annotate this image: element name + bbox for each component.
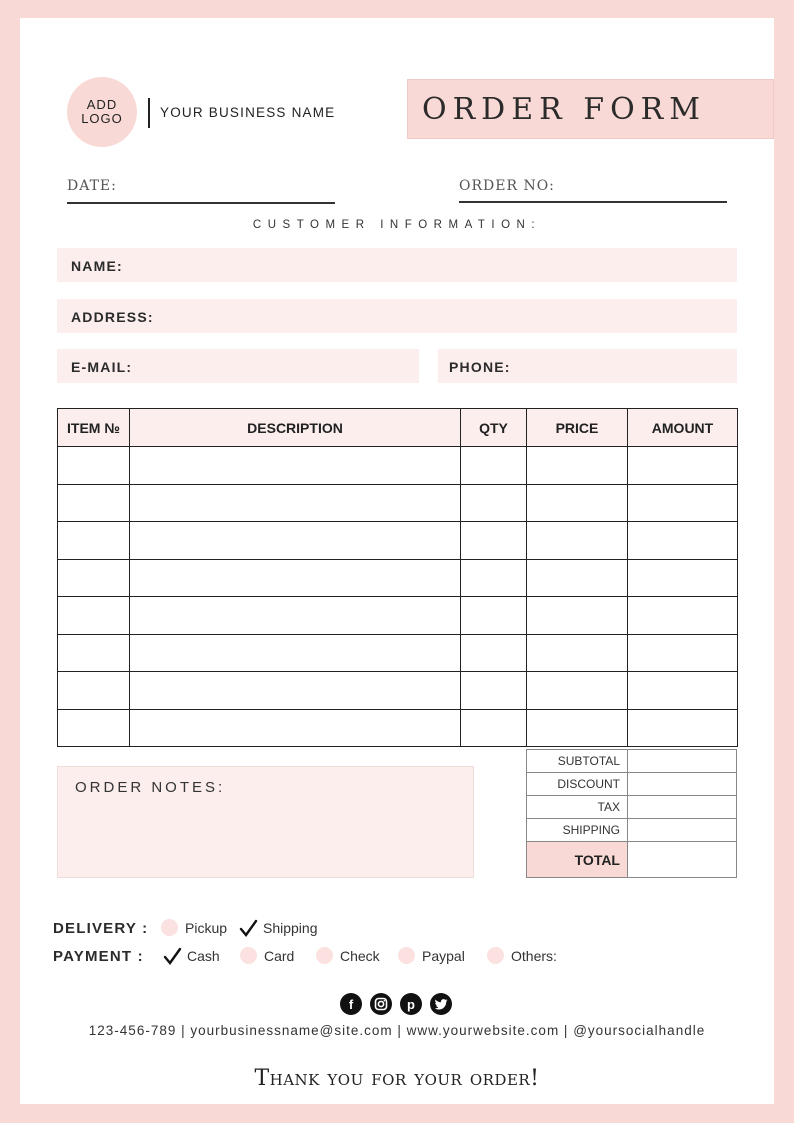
subtotal-value-cell[interactable]	[628, 750, 737, 773]
order-no-label: ORDER NO:	[459, 178, 555, 194]
cell-description[interactable]	[130, 709, 461, 747]
col-header-item-no: ITEM №	[58, 409, 130, 447]
option-label: Others:	[511, 947, 557, 964]
checkmark-icon	[163, 947, 180, 964]
subtotal-label: SUBTOTAL	[527, 750, 628, 773]
totals-table	[526, 749, 737, 878]
radio-dot-icon	[240, 947, 257, 964]
total-value-cell[interactable]	[628, 842, 737, 878]
cell-description[interactable]	[130, 484, 461, 522]
logo-divider	[148, 98, 150, 128]
items-body	[58, 447, 738, 747]
business-name: YOUR BUSINESS NAME	[160, 105, 336, 120]
table-row	[58, 597, 738, 635]
radio-dot-icon	[398, 947, 415, 964]
subtotal-row	[527, 750, 737, 773]
cell-price[interactable]	[527, 559, 628, 597]
shipping-value-cell[interactable]	[628, 819, 737, 842]
payment-option-check[interactable]	[316, 947, 380, 964]
table-row	[58, 672, 738, 710]
cell-description[interactable]	[130, 672, 461, 710]
col-header-price: PRICE	[527, 409, 628, 447]
address-field[interactable]	[57, 299, 737, 333]
logo-text-line2: LOGO	[81, 111, 123, 126]
cell-description[interactable]	[130, 522, 461, 560]
cell-item-no[interactable]	[58, 634, 130, 672]
cell-amount[interactable]	[628, 672, 738, 710]
cell-description[interactable]	[130, 447, 461, 485]
cell-price[interactable]	[527, 597, 628, 635]
col-header-qty: QTY	[461, 409, 527, 447]
option-label: Paypal	[422, 947, 465, 964]
col-header-amount: AMOUNT	[628, 409, 738, 447]
facebook-icon[interactable]: f	[340, 993, 362, 1015]
radio-dot-icon	[161, 919, 178, 936]
payment-label: PAYMENT :	[53, 948, 144, 965]
items-header-row	[58, 409, 738, 447]
table-row	[58, 634, 738, 672]
cell-qty[interactable]	[461, 484, 527, 522]
radio-dot-icon	[487, 947, 504, 964]
email-field[interactable]	[57, 349, 419, 383]
email-label: E-MAIL:	[71, 359, 133, 375]
checkmark-icon	[239, 919, 256, 936]
delivery-option-pickup[interactable]	[161, 919, 227, 936]
items-table	[57, 408, 738, 747]
cell-price[interactable]	[527, 634, 628, 672]
table-row	[58, 559, 738, 597]
order-form-page	[20, 18, 774, 1104]
cell-qty[interactable]	[461, 559, 527, 597]
tax-value-cell[interactable]	[628, 796, 737, 819]
total-row	[527, 842, 737, 878]
cell-qty[interactable]	[461, 597, 527, 635]
contact-line: 123-456-789 | yourbusinessname@site.com | www.yourwebsite.com | @yoursocialhandle	[88, 1023, 706, 1038]
payment-option-card[interactable]	[240, 947, 294, 964]
shipping-row	[527, 819, 737, 842]
shipping-label: SHIPPING	[527, 819, 628, 842]
delivery-option-shipping[interactable]	[239, 919, 318, 936]
cell-description[interactable]	[130, 559, 461, 597]
title-banner	[407, 79, 774, 139]
cell-item-no[interactable]	[58, 484, 130, 522]
customer-info-heading: CUSTOMER INFORMATION:	[252, 219, 542, 231]
cell-description[interactable]	[130, 634, 461, 672]
cell-amount[interactable]	[628, 597, 738, 635]
order-notes-label: ORDER NOTES:	[75, 779, 226, 796]
logo-text-line1: ADD	[86, 97, 118, 112]
cell-item-no[interactable]	[58, 559, 130, 597]
instagram-icon[interactable]	[370, 993, 392, 1015]
phone-field[interactable]	[438, 349, 737, 383]
logo-placeholder[interactable]	[67, 77, 137, 147]
radio-dot-icon	[316, 947, 333, 964]
total-label: TOTAL	[527, 842, 628, 878]
name-field[interactable]	[57, 248, 737, 282]
cell-amount[interactable]	[628, 559, 738, 597]
name-label: NAME:	[71, 258, 123, 274]
payment-option-others[interactable]	[487, 947, 557, 964]
cell-item-no[interactable]	[58, 447, 130, 485]
pinterest-icon[interactable]: p	[400, 993, 422, 1015]
address-label: ADDRESS:	[71, 309, 154, 325]
discount-label: DISCOUNT	[527, 773, 628, 796]
table-row	[58, 709, 738, 747]
table-row	[58, 522, 738, 560]
cell-amount[interactable]	[628, 709, 738, 747]
cell-amount[interactable]	[628, 522, 738, 560]
cell-item-no[interactable]	[58, 597, 130, 635]
order-no-field-line[interactable]	[459, 201, 727, 203]
payment-option-cash[interactable]	[163, 947, 220, 964]
cell-price[interactable]	[527, 484, 628, 522]
page-title: ORDER FORM	[422, 92, 706, 127]
cell-price[interactable]	[527, 522, 628, 560]
table-row	[58, 484, 738, 522]
cell-qty[interactable]	[461, 709, 527, 747]
tax-row	[527, 796, 737, 819]
cell-description[interactable]	[130, 597, 461, 635]
cell-item-no[interactable]	[58, 672, 130, 710]
col-header-description: DESCRIPTION	[130, 409, 461, 447]
cell-item-no[interactable]	[58, 709, 130, 747]
order-notes-box[interactable]	[57, 766, 474, 878]
phone-label: PHONE:	[449, 359, 511, 375]
cell-qty[interactable]	[461, 672, 527, 710]
cell-amount[interactable]	[628, 634, 738, 672]
tax-label: TAX	[527, 796, 628, 819]
delivery-label: DELIVERY :	[53, 920, 149, 937]
option-label: Check	[340, 947, 380, 964]
date-field-line[interactable]	[67, 202, 335, 204]
thank-you-message: Thank you for your order!	[254, 1066, 540, 1091]
date-label: DATE:	[67, 178, 117, 194]
discount-row	[527, 773, 737, 796]
cell-qty[interactable]	[461, 522, 527, 560]
cell-amount[interactable]	[628, 447, 738, 485]
discount-value-cell[interactable]	[628, 773, 737, 796]
cell-item-no[interactable]	[58, 522, 130, 560]
payment-option-paypal[interactable]	[398, 947, 465, 964]
table-row	[58, 447, 738, 485]
option-label: Card	[264, 947, 295, 964]
cell-qty[interactable]	[461, 447, 527, 485]
cell-amount[interactable]	[628, 484, 738, 522]
cell-qty[interactable]	[461, 634, 527, 672]
option-label: Cash	[187, 947, 220, 964]
option-label: Pickup	[185, 919, 228, 936]
cell-price[interactable]	[527, 672, 628, 710]
cell-price[interactable]	[527, 447, 628, 485]
cell-price[interactable]	[527, 709, 628, 747]
option-label: Shipping	[263, 919, 318, 936]
twitter-icon[interactable]	[430, 993, 452, 1015]
